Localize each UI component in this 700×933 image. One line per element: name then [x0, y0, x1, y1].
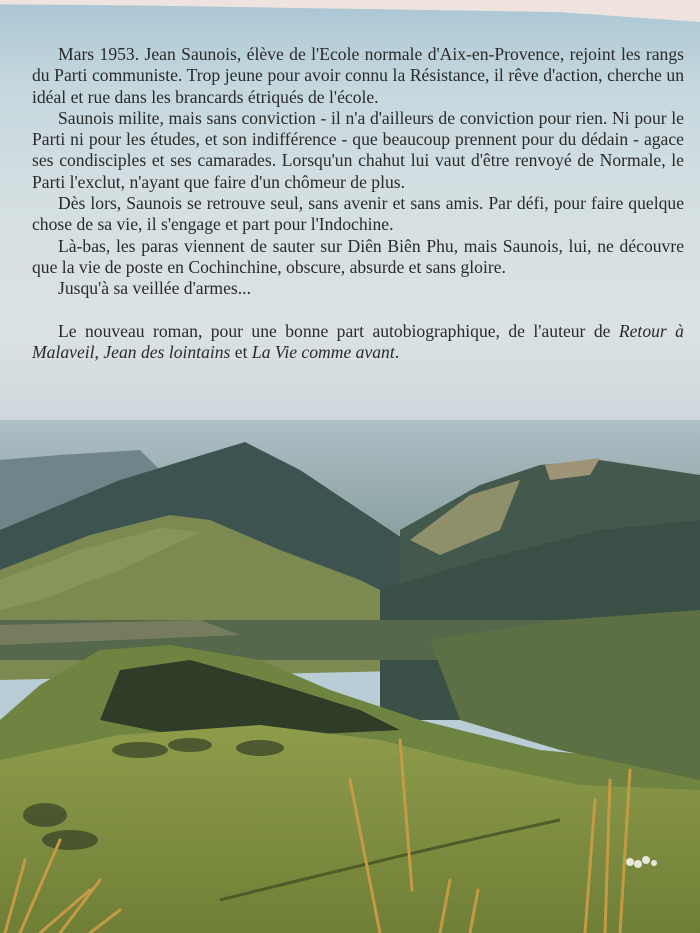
blurb-paragraph: Jusqu'à sa veillée d'armes... [58, 278, 251, 299]
period: . [394, 341, 400, 362]
blurb-paragraph: Saunois milite, mais sans conviction - il n'a d'ailleurs de conviction pour rien. Ni pour le Parti ni pour les études, et son indifférence - que beaucoup prennent pour du dédain - agace ses condisciples et ses camarades. Lorsqu'un chahut lui vaut d'être renvoyé de Normale, le Parti l'exclut, n'ayant que faire d'un chômeur de plus. [32, 107, 684, 192]
blurb-paragraph: Là-bas, les paras viennent de sauter sur Diên Biên Phu, mais Saunois, lui, ne découvre que la vie de poste en Cochinchine, obscure, absurde et sans gloire. [32, 235, 684, 277]
separator: et [230, 341, 252, 362]
book-title: La Vie comme avant [251, 341, 395, 362]
blurb-text [32, 44, 684, 363]
blurb-paragraph: Dès lors, Saunois se retrouve seul, sans avenir et sans amis. Par défi, pour faire quelque chose de sa vie, il s'engage et part pour l'Indochine. [32, 193, 684, 235]
bibliography-intro: Le nouveau roman, pour une bonne part autobiographique, de l'auteur de [58, 320, 611, 341]
blurb-paragraph: Mars 1953. Jean Saunois, élève de l'Ecole normale d'Aix-en-Provence, rejoint les rangs du Parti communiste. Trop jeune pour avoir connu la Résistance, il rêve d'action, cherche un idéal et rue dans les brancards étriqués de l'école. [32, 44, 684, 107]
separator: , [94, 341, 104, 362]
author-bibliography [32, 321, 684, 364]
mountain-landscape-image [0, 420, 700, 933]
book-title: Jean des lointains [103, 341, 231, 362]
book-title: Retour à Malaveil [32, 320, 684, 362]
